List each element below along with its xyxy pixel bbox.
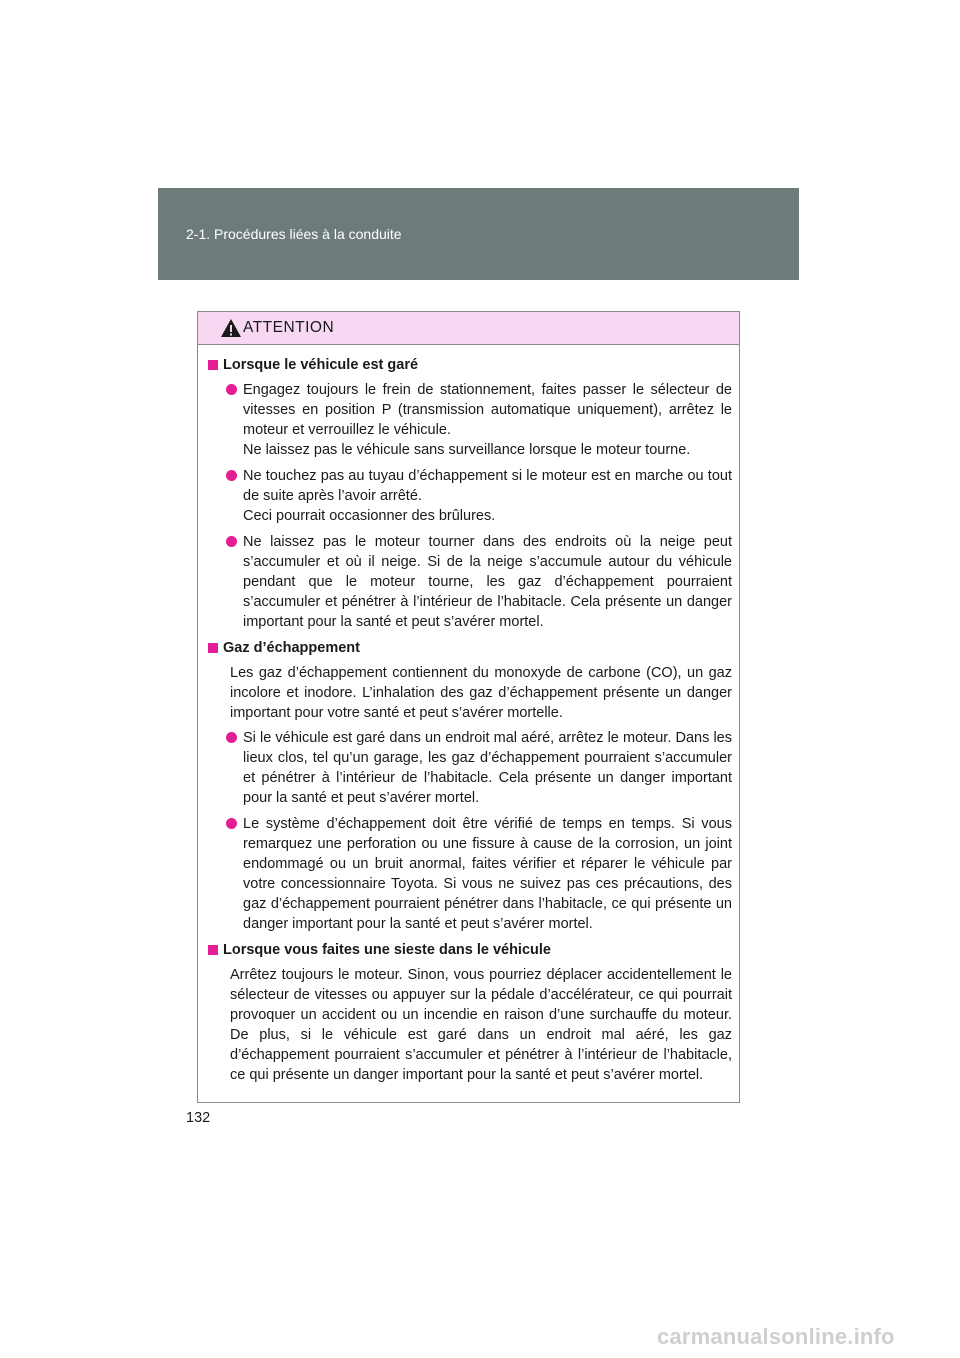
bullet-item bbox=[208, 380, 732, 460]
bullet-note: Ceci pourrait occasionner des brûlures. bbox=[243, 508, 496, 524]
bullet-text: Ne laissez pas le moteur tourner dans des endroits où la neige peut s’accumuler et où il neige. Si de la neige s’accumule autour du véhicule pendant que le moteur tourne, les gaz d’échappement pourraient s’accumuler et pénétrer à l’intérieur de l’habitacle. Cela présente un danger important pour la santé et peut s’avérer mortel. bbox=[243, 534, 732, 630]
header-band bbox=[158, 188, 799, 280]
bullet-text: Le système d’échappement doit être vérifié de temps en temps. Si vous remarquez une perforation ou une fissure à cause de la corrosion, un joint endommagé ou un bruit anormal, faites vérifier et réparer le véhicule par votre concessionnaire Toyota. Si vous ne suivez pas ces précautions, des gaz d’échappement pourraient pénétrer dans l’habitacle, ce qui présente un danger important pour la santé et peut s’avérer mortel. bbox=[243, 816, 732, 932]
attention-header bbox=[198, 312, 739, 345]
section-parked bbox=[208, 355, 732, 632]
section-title-parked: Lorsque le véhicule est garé bbox=[208, 355, 732, 375]
bullet-text: Si le véhicule est garé dans un endroit mal aéré, arrêtez le moteur. Dans les lieux clos, tel qu’un garage, les gaz d’échappement pourraient s’accumuler et pénétrer à l’intérieur de l’habitacle. Cela présente un danger important pour la santé et peut s’avérer mortel. bbox=[243, 730, 732, 806]
section-exhaust bbox=[208, 638, 732, 934]
bullet-text: Ne touchez pas au tuyau d’échappement si le moteur est en marche ou tout de suite après l’avoir arrêté. bbox=[243, 468, 732, 504]
bullet-item bbox=[208, 728, 732, 808]
section-title: 2-1. Procédures liées à la conduite bbox=[186, 226, 402, 242]
bullet-text: Engagez toujours le frein de stationnement, faites passer le sélecteur de vitesses en position P (transmission automatique uniquement), arrêtez le moteur et verrouillez le véhicule. bbox=[243, 382, 732, 438]
bullet-item bbox=[208, 532, 732, 632]
bullet-item bbox=[208, 814, 732, 934]
section-title-exhaust: Gaz d’échappement bbox=[208, 638, 732, 658]
bullet-item bbox=[208, 466, 732, 526]
section-title-nap: Lorsque vous faites une sieste dans le véhicule bbox=[208, 940, 732, 960]
attention-label: ATTENTION bbox=[243, 319, 335, 336]
watermark: carmanualsonline.info bbox=[657, 1324, 895, 1349]
section-nap bbox=[208, 940, 732, 1085]
section-intro: Les gaz d’échappement contiennent du monoxyde de carbone (CO), un gaz incolore et inodore. L’inhalation des gaz d’échappement présente un danger important pour votre santé et peut s’avérer mortelle. bbox=[230, 665, 732, 721]
bullet-note: Ne laissez pas le véhicule sans surveillance lorsque le moteur tourne. bbox=[243, 442, 691, 458]
attention-content bbox=[198, 345, 739, 1085]
section-intro: Arrêtez toujours le moteur. Sinon, vous pourriez déplacer accidentellement le sélecteur de vitesses ou appuyer sur la pédale d’accélérateur, ce qui pourrait provoquer un accident ou un incendie en raison d’une surchauffe du moteur. De plus, si le véhicule est garé dans un endroit mal aéré, les gaz d’échappement pourraient s’accumuler et pénétrer à l’intérieur de l’habitacle, ce qui présente un danger important pour la santé et peut s’avérer mortel. bbox=[230, 967, 732, 1083]
attention-box bbox=[197, 311, 740, 1103]
page-number: 132 bbox=[186, 1110, 211, 1126]
warning-triangle-icon bbox=[220, 318, 242, 338]
